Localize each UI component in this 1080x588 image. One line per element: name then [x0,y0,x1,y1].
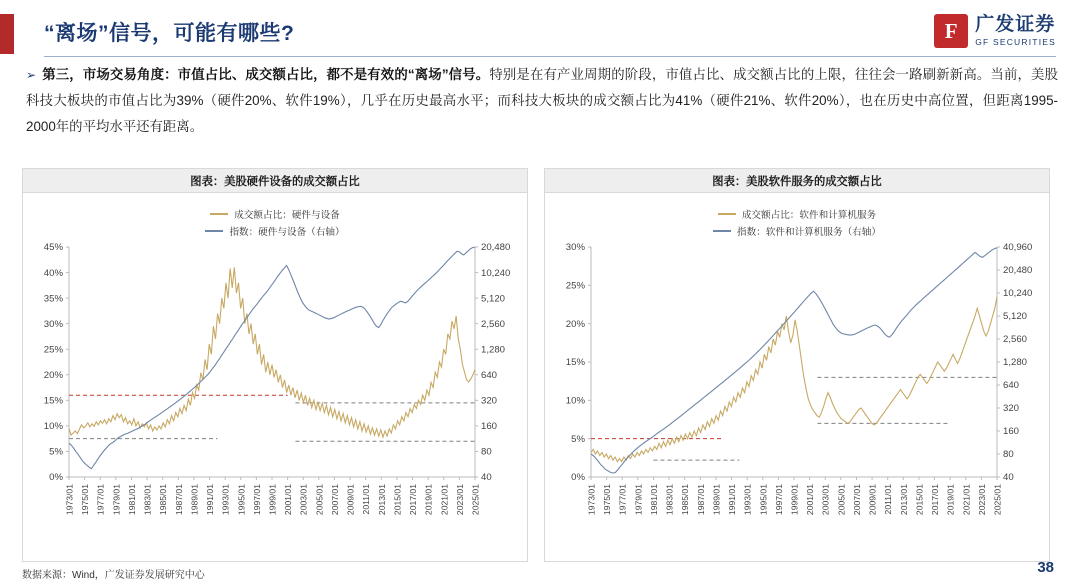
svg-text:2007/01: 2007/01 [329,484,340,516]
svg-text:1,280: 1,280 [1003,357,1028,369]
company-logo [934,14,1056,48]
paragraph-rest: 特别是在有产业周期的阶段，市值占比、成交额占比的上限，往往会一路刷新新高。当前，美股科技大板块的市值占比为39%（硬件20%、软件19%），几乎在历史最高水平；而科技大板块的成交额占比为41%（硬件21%、软件20%），也在历史中高位置，但距离1995-2000年的平均水平还有距离。 [26,67,1058,134]
svg-text:10,240: 10,240 [481,267,511,279]
svg-text:1981/01: 1981/01 [126,484,137,516]
svg-text:10,240: 10,240 [1003,288,1033,300]
svg-text:1991/01: 1991/01 [205,484,216,516]
svg-text:1985/01: 1985/01 [680,484,691,516]
svg-text:2023/01: 2023/01 [454,484,465,516]
svg-text:2011/01: 2011/01 [361,484,372,515]
svg-text:2019/01: 2019/01 [945,484,956,516]
svg-text:2009/01: 2009/01 [867,484,878,516]
legend-label: 成交额占比：软件和计算机服务 [741,210,877,221]
svg-text:2009/01: 2009/01 [345,484,356,516]
page-title: “离场”信号，可能有哪些? [44,22,295,45]
svg-text:40: 40 [481,472,492,484]
svg-text:2017/01: 2017/01 [930,484,941,516]
svg-text:15%: 15% [565,357,585,369]
chart-panel-hardware [22,168,528,562]
svg-text:1989/01: 1989/01 [711,484,722,516]
svg-text:5%: 5% [49,446,63,458]
svg-text:25%: 25% [565,280,585,292]
chart-legend-software [545,207,1049,238]
svg-text:2021/01: 2021/01 [439,484,450,516]
logo-mark-icon: F [934,14,968,48]
svg-text:40,960: 40,960 [1003,242,1033,254]
svg-text:2,560: 2,560 [481,318,506,330]
svg-text:2007/01: 2007/01 [851,484,862,516]
legend-swatch-blue-icon [205,230,223,233]
svg-text:2013/01: 2013/01 [898,484,909,516]
svg-text:1979/01: 1979/01 [111,484,122,516]
svg-text:45%: 45% [43,242,63,254]
svg-text:30%: 30% [565,242,585,254]
svg-text:25%: 25% [43,344,63,356]
accent-bar [0,14,14,54]
data-source-note: 数据来源：Wind，广发证券发展研究中心 [22,570,205,581]
svg-text:40: 40 [1003,472,1014,484]
svg-text:1983/01: 1983/01 [664,484,675,516]
svg-text:1985/01: 1985/01 [158,484,169,516]
svg-text:1999/01: 1999/01 [267,484,278,516]
svg-text:1997/01: 1997/01 [773,484,784,516]
logo-company-en: GF SECURITIES [975,36,1056,47]
svg-text:5,120: 5,120 [481,293,506,305]
legend-label: 成交额占比：硬件与设备 [234,210,340,221]
svg-text:2023/01: 2023/01 [976,484,987,516]
chart-plot-software [545,239,1049,559]
chart-title-hardware: 图表：美股硬件设备的成交额占比 [23,169,527,193]
chart-title-software: 图表：美股软件服务的成交额占比 [545,169,1049,193]
svg-text:1993/01: 1993/01 [220,484,231,516]
svg-text:1993/01: 1993/01 [742,484,753,516]
svg-text:320: 320 [481,395,498,407]
svg-text:20%: 20% [43,369,63,381]
svg-text:2001/01: 2001/01 [805,484,816,516]
svg-text:1989/01: 1989/01 [189,484,200,516]
svg-text:160: 160 [1003,426,1020,438]
svg-text:640: 640 [1003,380,1020,392]
svg-text:2013/01: 2013/01 [376,484,387,516]
svg-text:1991/01: 1991/01 [727,484,738,516]
svg-text:5%: 5% [571,433,585,445]
svg-text:2005/01: 2005/01 [836,484,847,516]
svg-text:1979/01: 1979/01 [633,484,644,516]
paragraph-lead: 第三，市场交易角度：市值占比、成交额占比，都不是有效的“离场”信号。 [42,67,490,82]
svg-text:1999/01: 1999/01 [789,484,800,516]
svg-text:1995/01: 1995/01 [758,484,769,516]
legend-item [718,207,876,221]
legend-swatch-gold-icon [718,213,736,216]
svg-text:35%: 35% [43,293,63,305]
legend-swatch-blue-icon [713,230,731,233]
svg-text:1975/01: 1975/01 [602,484,613,516]
svg-text:1987/01: 1987/01 [173,484,184,516]
svg-text:2001/01: 2001/01 [283,484,294,516]
svg-text:2011/01: 2011/01 [883,484,894,515]
legend-swatch-gold-icon [210,213,228,216]
svg-text:1995/01: 1995/01 [236,484,247,516]
legend-item [210,207,340,221]
svg-text:2025/01: 2025/01 [470,484,481,516]
svg-text:20%: 20% [565,318,585,330]
svg-text:2021/01: 2021/01 [961,484,972,516]
legend-label: 指数：软件和计算机服务（右轴） [737,227,881,238]
svg-text:2019/01: 2019/01 [423,484,434,516]
svg-text:320: 320 [1003,403,1020,415]
chart-legend-hardware [23,207,527,238]
svg-text:2003/01: 2003/01 [820,484,831,516]
svg-text:1973/01: 1973/01 [64,484,75,516]
svg-text:2015/01: 2015/01 [392,484,403,516]
svg-text:160: 160 [481,421,498,433]
svg-text:20,480: 20,480 [1003,265,1033,277]
svg-text:1,280: 1,280 [481,344,506,356]
svg-text:30%: 30% [43,318,63,330]
body-paragraph [26,62,1058,140]
bullet-icon: ➢ [26,68,37,82]
legend-label: 指数：硬件与设备（右轴） [229,227,345,238]
svg-text:5,120: 5,120 [1003,311,1028,323]
svg-text:10%: 10% [43,421,63,433]
svg-text:1977/01: 1977/01 [617,484,628,516]
legend-item [713,224,881,238]
svg-text:1973/01: 1973/01 [586,484,597,516]
svg-text:40%: 40% [43,267,63,279]
svg-text:1981/01: 1981/01 [648,484,659,516]
svg-text:1977/01: 1977/01 [95,484,106,516]
svg-text:0%: 0% [571,472,585,484]
svg-text:10%: 10% [565,395,585,407]
svg-text:2003/01: 2003/01 [298,484,309,516]
svg-text:1997/01: 1997/01 [251,484,262,516]
svg-text:2015/01: 2015/01 [914,484,925,516]
page-number: 38 [1037,559,1054,576]
logo-company-cn: 广发证券 [975,14,1056,36]
svg-text:1975/01: 1975/01 [80,484,91,516]
svg-text:80: 80 [1003,449,1014,461]
title-divider [44,56,1056,57]
svg-text:640: 640 [481,369,498,381]
legend-item [205,224,344,238]
svg-text:1987/01: 1987/01 [695,484,706,516]
svg-text:20,480: 20,480 [481,242,511,254]
svg-text:2017/01: 2017/01 [408,484,419,516]
svg-text:2025/01: 2025/01 [992,484,1003,516]
svg-text:0%: 0% [49,472,63,484]
chart-plot-hardware [23,239,527,559]
svg-text:15%: 15% [43,395,63,407]
svg-text:80: 80 [481,446,492,458]
svg-text:2,560: 2,560 [1003,334,1028,346]
svg-text:2005/01: 2005/01 [314,484,325,516]
svg-text:1983/01: 1983/01 [142,484,153,516]
chart-panel-software [544,168,1050,562]
